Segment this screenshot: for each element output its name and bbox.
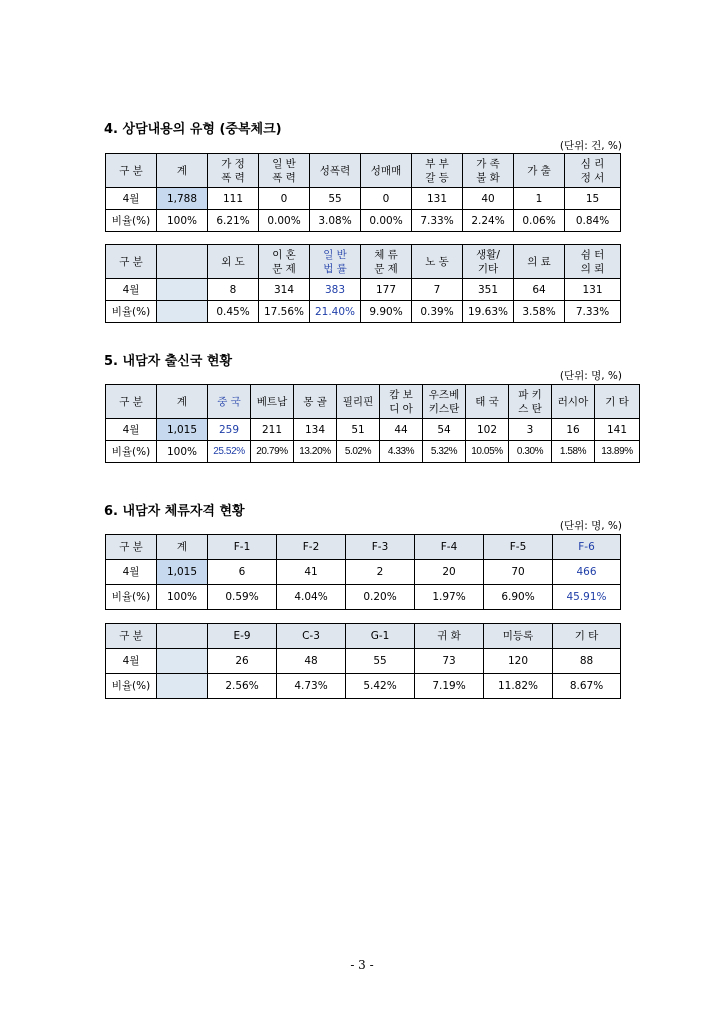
table-cell: 26 [208, 649, 277, 674]
table-cell: 20.79% [251, 441, 294, 463]
section-5-title: 5. 내담자 출신국 현황 [104, 354, 233, 369]
table-cell: 3.08% [310, 210, 361, 232]
column-header: F-5 [484, 535, 553, 560]
row-label: 4월 [106, 188, 157, 210]
column-header: C-3 [277, 624, 346, 649]
row-label: 4월 [106, 560, 157, 585]
column-header: F-1 [208, 535, 277, 560]
column-header: 몽 골 [294, 385, 337, 419]
column-header: 심 리 정 서 [565, 154, 621, 188]
table-cell: 5.32% [423, 441, 466, 463]
table-row [106, 649, 621, 674]
table-cell: 102 [466, 419, 509, 441]
row-label: 4월 [106, 279, 157, 301]
table-cell: 5.02% [337, 441, 380, 463]
column-header: 가 출 [514, 154, 565, 188]
table-cell: 64 [514, 279, 565, 301]
column-header: 구 분 [106, 385, 157, 419]
section-4-unit: (단위: 건, %) [559, 140, 622, 152]
table-cell: 9.90% [361, 301, 412, 323]
table-cell: 383 [310, 279, 361, 301]
column-header: E-9 [208, 624, 277, 649]
table-cell: 1 [514, 188, 565, 210]
table-cell: 0.84% [565, 210, 621, 232]
table-cell: 0 [361, 188, 412, 210]
table-cell: 100% [157, 210, 208, 232]
column-header: 미등록 [484, 624, 553, 649]
column-header: 기 타 [553, 624, 621, 649]
table-cell: 8 [208, 279, 259, 301]
table-cell: 21.40% [310, 301, 361, 323]
column-header: 파 키 스 탄 [509, 385, 552, 419]
column-header: 중 국 [208, 385, 251, 419]
column-header: 부 부 갈 등 [412, 154, 463, 188]
table-row [106, 560, 621, 585]
table-cell: 40 [463, 188, 514, 210]
consultation-type-table-2 [105, 244, 621, 323]
column-header: 구 분 [106, 535, 157, 560]
table-cell: 54 [423, 419, 466, 441]
table-cell: 55 [346, 649, 415, 674]
table-cell: 4.04% [277, 585, 346, 610]
column-header: 계 [157, 385, 208, 419]
table-cell: 111 [208, 188, 259, 210]
table-cell: 6 [208, 560, 277, 585]
section-5-unit: (단위: 명, %) [559, 370, 622, 382]
table-cell: 3.58% [514, 301, 565, 323]
table-cell [157, 649, 208, 674]
table-cell: 2.56% [208, 674, 277, 699]
table-cell: 0.30% [509, 441, 552, 463]
table-cell: 10.05% [466, 441, 509, 463]
column-header: G-1 [346, 624, 415, 649]
column-header: 우즈베 키스탄 [423, 385, 466, 419]
table-cell: 100% [157, 441, 208, 463]
column-header [157, 245, 208, 279]
table-cell: 7.33% [565, 301, 621, 323]
table-cell: 1,015 [157, 419, 208, 441]
residence-status-table-2 [105, 623, 621, 699]
table-cell: 1,788 [157, 188, 208, 210]
column-header: F-6 [553, 535, 621, 560]
column-header: 구 분 [106, 154, 157, 188]
table-cell: 259 [208, 419, 251, 441]
table-cell: 0.00% [259, 210, 310, 232]
column-header: 구 분 [106, 624, 157, 649]
client-nationality-table [105, 384, 640, 463]
table-cell: 88 [553, 649, 621, 674]
row-label: 비율(%) [106, 441, 157, 463]
table-cell: 0.20% [346, 585, 415, 610]
column-header: 외 도 [208, 245, 259, 279]
column-header [157, 624, 208, 649]
table-cell: 0.59% [208, 585, 277, 610]
column-header: 일 반 법 률 [310, 245, 361, 279]
table-cell: 41 [277, 560, 346, 585]
table-cell: 13.20% [294, 441, 337, 463]
table-cell: 6.90% [484, 585, 553, 610]
table-cell: 19.63% [463, 301, 514, 323]
table-row [106, 441, 640, 463]
column-header: 베트남 [251, 385, 294, 419]
section-6-title: 6. 내담자 체류자격 현황 [104, 504, 245, 519]
table-cell: 7.33% [412, 210, 463, 232]
table-cell: 20 [415, 560, 484, 585]
table-cell: 13.89% [595, 441, 640, 463]
column-header: 기 타 [595, 385, 640, 419]
column-header: F-3 [346, 535, 415, 560]
table-cell: 55 [310, 188, 361, 210]
column-header: 성폭력 [310, 154, 361, 188]
table-cell: 2.24% [463, 210, 514, 232]
table-cell: 11.82% [484, 674, 553, 699]
table-cell: 5.42% [346, 674, 415, 699]
table-row [106, 301, 621, 323]
column-header: 계 [157, 535, 208, 560]
column-header: 가 족 불 화 [463, 154, 514, 188]
table-cell [157, 301, 208, 323]
table-cell: 4.33% [380, 441, 423, 463]
column-header: 필리핀 [337, 385, 380, 419]
table-cell: 0.39% [412, 301, 463, 323]
column-header: 계 [157, 154, 208, 188]
table-row [106, 419, 640, 441]
table-cell [157, 674, 208, 699]
table-cell: 0.45% [208, 301, 259, 323]
column-header: 생활/ 기타 [463, 245, 514, 279]
table-cell: 3 [509, 419, 552, 441]
column-header: 이 혼 문 제 [259, 245, 310, 279]
column-header: 캄 보 디 아 [380, 385, 423, 419]
column-header: 태 국 [466, 385, 509, 419]
table-cell: 7.19% [415, 674, 484, 699]
column-header: 일 반 폭 력 [259, 154, 310, 188]
table-cell: 0.00% [361, 210, 412, 232]
row-label: 비율(%) [106, 210, 157, 232]
row-label: 비율(%) [106, 585, 157, 610]
section-6-unit: (단위: 명, %) [559, 520, 622, 532]
table-cell: 314 [259, 279, 310, 301]
table-cell: 45.91% [553, 585, 621, 610]
section-4-title: 4. 상담내용의 유형 (중복체크) [104, 122, 282, 137]
table-cell: 7 [412, 279, 463, 301]
table-cell: 73 [415, 649, 484, 674]
table-cell: 141 [595, 419, 640, 441]
table-cell: 134 [294, 419, 337, 441]
table-cell: 211 [251, 419, 294, 441]
table-row [106, 188, 621, 210]
table-row [106, 674, 621, 699]
table-cell: 6.21% [208, 210, 259, 232]
table-cell: 25.52% [208, 441, 251, 463]
column-header: 의 료 [514, 245, 565, 279]
table-cell: 48 [277, 649, 346, 674]
column-header: F-4 [415, 535, 484, 560]
table-cell: 0.06% [514, 210, 565, 232]
row-label: 비율(%) [106, 674, 157, 699]
residence-status-table-1 [105, 534, 621, 610]
column-header: 귀 화 [415, 624, 484, 649]
table-cell: 466 [553, 560, 621, 585]
page-number: - 3 - [350, 958, 374, 972]
table-row [106, 585, 621, 610]
table-cell: 351 [463, 279, 514, 301]
table-cell: 17.56% [259, 301, 310, 323]
column-header: 노 동 [412, 245, 463, 279]
row-label: 4월 [106, 649, 157, 674]
column-header: 구 분 [106, 245, 157, 279]
table-cell: 100% [157, 585, 208, 610]
column-header: 러시아 [552, 385, 595, 419]
table-cell: 70 [484, 560, 553, 585]
table-cell: 0 [259, 188, 310, 210]
column-header: 가 정 폭 력 [208, 154, 259, 188]
table-row [106, 279, 621, 301]
table-cell: 16 [552, 419, 595, 441]
table-cell: 1.97% [415, 585, 484, 610]
table-cell: 1.58% [552, 441, 595, 463]
column-header: 체 류 문 제 [361, 245, 412, 279]
table-cell: 131 [412, 188, 463, 210]
table-cell: 2 [346, 560, 415, 585]
table-cell: 4.73% [277, 674, 346, 699]
table-cell: 131 [565, 279, 621, 301]
column-header: F-2 [277, 535, 346, 560]
row-label: 4월 [106, 419, 157, 441]
table-row [106, 210, 621, 232]
column-header: 쉼 터 의 뢰 [565, 245, 621, 279]
table-cell: 44 [380, 419, 423, 441]
table-cell: 8.67% [553, 674, 621, 699]
row-label: 비율(%) [106, 301, 157, 323]
table-cell [157, 279, 208, 301]
column-header: 성매매 [361, 154, 412, 188]
table-cell: 1,015 [157, 560, 208, 585]
table-cell: 15 [565, 188, 621, 210]
table-cell: 51 [337, 419, 380, 441]
table-cell: 177 [361, 279, 412, 301]
table-cell: 120 [484, 649, 553, 674]
consultation-type-table-1 [105, 153, 621, 232]
